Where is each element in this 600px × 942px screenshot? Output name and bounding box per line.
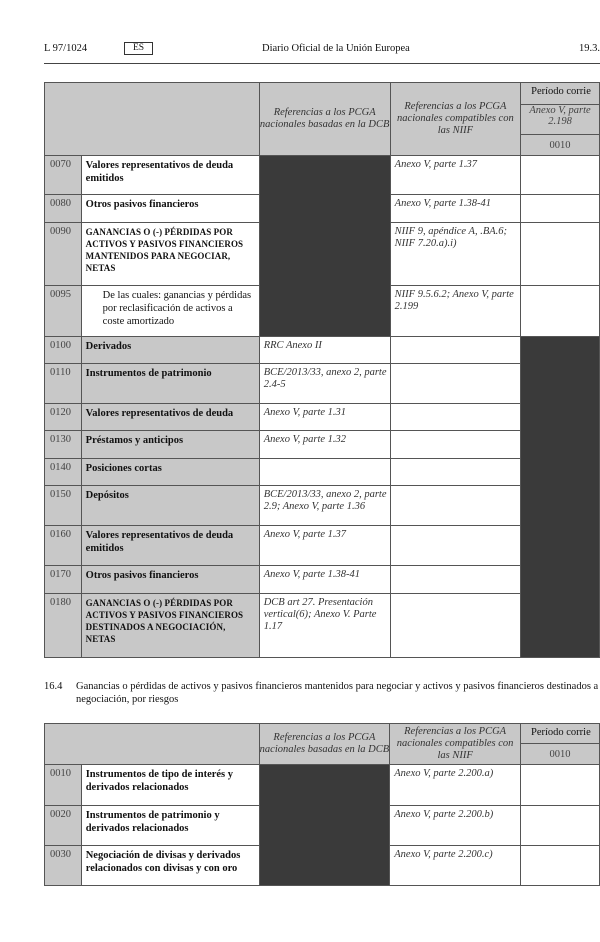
row-ref-dcb (259, 459, 390, 486)
row-label: Valores representativos de deuda emitidos (81, 526, 259, 566)
row-label: Otros pasivos financieros (81, 195, 259, 223)
row-ref-niif (390, 526, 520, 566)
row-code: 0070 (45, 156, 82, 195)
header-period-sub: Anexo V, parte 2.198 (521, 105, 600, 135)
section-number: 16.4 (44, 681, 63, 692)
row-code: 0030 (45, 846, 82, 886)
header-ref-niif: Referencias a los PCGA nacionales compatibles con las NIIF (390, 83, 520, 156)
header-ref-dcb: Referencias a los PCGA nacionales basadas en la DCB (259, 83, 390, 156)
value-cell (521, 195, 600, 223)
row-ref-niif: NIIF 9.5.6.2; Anexo V, parte 2.199 (390, 286, 520, 337)
header-period-code: 0010 (520, 744, 599, 765)
row-ref-niif (390, 431, 520, 459)
header-ref-niif: Referencias a los PCGA nacionales compatibles con las NIIF (390, 724, 521, 765)
row-ref-niif: Anexo V, parte 1.37 (390, 156, 520, 195)
header-ref-dcb: Referencias a los PCGA nacionales basadas en la DCB (259, 724, 390, 765)
row-code: 0080 (45, 195, 82, 223)
value-cell (521, 286, 600, 337)
header-period-code: 0010 (521, 135, 600, 156)
row-ref-dcb: RRC Anexo II (259, 337, 390, 364)
row-ref-niif (390, 337, 520, 364)
table-row (45, 459, 600, 486)
table-row (45, 337, 600, 364)
row-ref-dcb: DCB art 27. Presentación vertical(6); Anexo V. Parte 1.17 (259, 594, 390, 658)
row-code: 0160 (45, 526, 82, 566)
row-ref-niif (390, 364, 520, 404)
row-ref-niif: Anexo V, parte 2.200.a) (390, 765, 521, 806)
row-code: 0095 (45, 286, 82, 337)
row-ref-dcb: Anexo V, parte 1.31 (259, 404, 390, 431)
section-title: Ganancias o pérdidas de activos y pasivos financieros mantenidos para negociar y activos y pasivos financieros destinados a negociación, por riesgos (76, 681, 599, 705)
row-label: Préstamos y anticipos (81, 431, 259, 459)
table-row (45, 566, 600, 594)
row-code: 0110 (45, 364, 82, 404)
shaded-cell (259, 765, 390, 886)
row-ref-niif (390, 404, 520, 431)
header-blank (45, 83, 260, 156)
row-ref-dcb: BCE/2013/33, anexo 2, parte 2.9; Anexo V, parte 1.36 (259, 486, 390, 526)
value-cell (520, 846, 599, 886)
row-ref-dcb: BCE/2013/33, anexo 2, parte 2.4-5 (259, 364, 390, 404)
row-label: Valores representativos de deuda (81, 404, 259, 431)
row-ref-niif: Anexo V, parte 1.38-41 (390, 195, 520, 223)
table-gains-by-risk (44, 723, 600, 886)
table-row (45, 404, 600, 431)
header-period: Período corrie (520, 724, 599, 744)
row-label: Otros pasivos financieros (81, 566, 259, 594)
row-label: Derivados (81, 337, 259, 364)
value-cell (520, 806, 599, 846)
row-label: Instrumentos de tipo de interés y derivados relacionados (81, 765, 259, 806)
row-ref-niif (390, 486, 520, 526)
row-code: 0170 (45, 566, 82, 594)
header-blank (45, 724, 260, 765)
row-label: Valores representativos de deuda emitidos (81, 156, 259, 195)
row-ref-niif: Anexo V, parte 2.200.c) (390, 846, 521, 886)
row-label: Negociación de divisas y derivados relacionados con divisas y con oro (81, 846, 259, 886)
row-code: 0100 (45, 337, 82, 364)
row-code: 0130 (45, 431, 82, 459)
value-cell (520, 765, 599, 806)
publication-date: 19.3. (579, 43, 600, 54)
row-ref-niif (390, 459, 520, 486)
table-row (45, 486, 600, 526)
page-header (44, 43, 600, 57)
shaded-cell (521, 337, 600, 658)
row-code: 0150 (45, 486, 82, 526)
row-label: GANANCIAS O (-) PÉRDIDAS POR ACTIVOS Y PASIVOS FINANCIEROS MANTENIDOS PARA NEGOCIAR, NETAS (81, 223, 259, 286)
row-code: 0010 (45, 765, 82, 806)
row-label: Posiciones cortas (81, 459, 259, 486)
row-ref-dcb: Anexo V, parte 1.37 (259, 526, 390, 566)
header-period: Período corrie (521, 83, 600, 105)
header-rule (44, 63, 600, 64)
row-ref-niif: NIIF 9, apéndice A, .BA.6; NIIF 7.20.a).i) (390, 223, 520, 286)
row-label: Depósitos (81, 486, 259, 526)
row-label: GANANCIAS O (-) PÉRDIDAS POR ACTIVOS Y PASIVOS FINANCIEROS DESTINADOS A NEGOCIACIÓN, NETAS (81, 594, 259, 658)
value-cell (521, 156, 600, 195)
table-gains-losses (44, 82, 600, 658)
row-label: Instrumentos de patrimonio (81, 364, 259, 404)
row-code: 0180 (45, 594, 82, 658)
row-code: 0140 (45, 459, 82, 486)
table-row (45, 765, 600, 806)
row-label: De las cuales: ganancias y pérdidas por reclasificación de activos a coste amortizado (81, 286, 259, 337)
journal-title: Diario Oficial de la Unión Europea (262, 43, 410, 54)
table-row (45, 156, 600, 195)
row-label: Instrumentos de patrimonio y derivados relacionados (81, 806, 259, 846)
row-ref-dcb: Anexo V, parte 1.38-41 (259, 566, 390, 594)
table-row (45, 594, 600, 658)
row-code: 0120 (45, 404, 82, 431)
row-ref-dcb: Anexo V, parte 1.32 (259, 431, 390, 459)
row-code: 0090 (45, 223, 82, 286)
table-row (45, 364, 600, 404)
row-ref-niif: Anexo V, parte 2.200.b) (390, 806, 521, 846)
table-row (45, 526, 600, 566)
language-badge: ES (124, 42, 153, 55)
row-code: 0020 (45, 806, 82, 846)
shaded-cell (259, 156, 390, 337)
journal-reference: L 97/1024 (44, 43, 88, 54)
row-ref-niif (390, 566, 520, 594)
value-cell (521, 223, 600, 286)
table-row (45, 431, 600, 459)
row-ref-niif (390, 594, 520, 658)
